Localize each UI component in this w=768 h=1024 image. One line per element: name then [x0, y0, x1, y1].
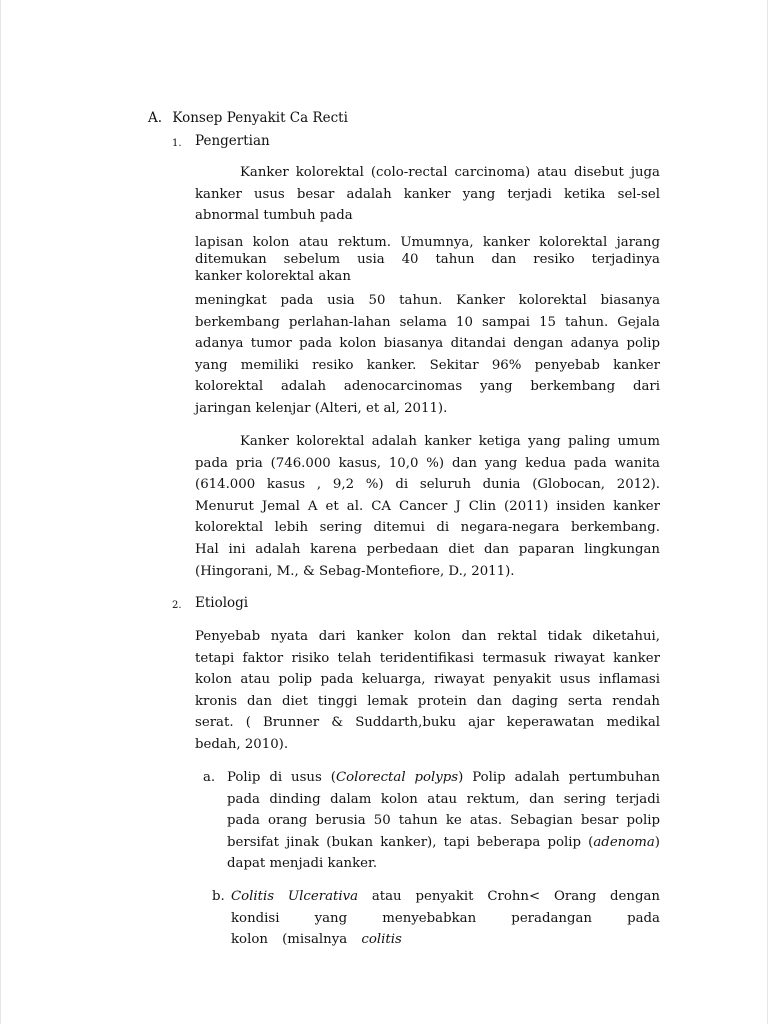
paragraph-risk — [195, 290, 660, 420]
text-line: kolorektal lebih sering ditemui di negara-negara berkembang. — [195, 520, 660, 536]
text-line: pada dinding dalam kolon atau rektum, dan sering terjadi — [227, 791, 660, 807]
section-heading — [148, 110, 348, 126]
text-line: meningkat pada usia 50 tahun. Kanker kolorektal biasanya — [195, 293, 660, 308]
text-line: kanker usus besar adalah kanker yang terjadi ketika sel-sel — [195, 186, 660, 202]
text-line: Kanker kolorektal adalah kanker ketiga yang paling umum — [240, 434, 660, 449]
subheading-number: 1. — [172, 138, 182, 149]
list-item-polyps — [227, 767, 660, 875]
text-line: jaringan kelenjar (Alteri, et al, 2011). — [195, 400, 448, 416]
text-line: Penyebab nyata dari kanker kolon dan rektal tidak diketahui, — [195, 629, 660, 644]
text-line: ditemukan sebelum usia 40 tahun dan resiko terjadinya — [195, 252, 660, 267]
text-line: Polip di usus (Colorectal polyps) Polip adalah pertumbuhan — [227, 770, 661, 785]
section-title: Konsep Penyakit Ca Recti — [172, 110, 348, 126]
subheading-pengertian: Pengertian — [195, 133, 270, 149]
text-line: dapat menjadi kanker. — [227, 856, 378, 872]
text-line: kronis dan diet tinggi lemak protein dan daging serta rendah — [195, 693, 660, 709]
text-line: bedah, 2010). — [195, 736, 289, 752]
text-line: Kanker kolorektal (colo-rectal carcinoma) atau disebut juga — [240, 165, 660, 180]
text-line: kolon atau polip pada keluarga, riwayat penyakit usus inflamasi — [195, 672, 660, 688]
list-marker-a: a. — [203, 770, 216, 785]
text-line: kolon (misalnya colitis — [231, 932, 402, 948]
subheading-etiologi: Etiologi — [195, 595, 249, 611]
text-line: kondisi yang menyebabkan peradangan pada — [231, 910, 660, 926]
text-line: abnormal tumbuh pada — [195, 208, 353, 224]
text-line: kanker kolorektal akan — [195, 269, 351, 284]
paragraph-etiology — [195, 626, 660, 756]
text-line: (Hingorani, M., & Sebag-Montefiore, D., 2011). — [195, 563, 515, 579]
text-line: Menurut Jemal A et al. CA Cancer J Clin (2011) insiden kanker — [195, 498, 660, 514]
paragraph-epidemiology — [195, 431, 660, 582]
text-line: tetapi faktor risiko telah teridentifikasi termasuk riwayat kanker — [195, 650, 660, 666]
text-line: kolorektal adalah adenocarcinomas yang berkembang dari — [195, 379, 660, 395]
text-line: lapisan kolon atau rektum. Umumnya, kanker kolorektal jarang — [195, 235, 660, 250]
text-line: Hal ini adalah karena perbedaan diet dan paparan lingkungan — [195, 541, 660, 557]
section-letter: A. — [148, 110, 163, 126]
subheading-number: 2. — [172, 600, 182, 611]
text-line: adanya tumor pada kolon biasanya ditandai dengan adanya polip — [195, 336, 660, 352]
text-line: berkembang perlahan-lahan selama 10 sampai 15 tahun. Gejala — [195, 314, 660, 330]
list-item-colitis — [231, 886, 660, 951]
text-line: pada orang berusia 50 tahun ke atas. Sebagian besar polip — [227, 813, 660, 829]
text-line: Colitis Ulcerativa atau penyakit Crohn< Orang dengan — [231, 889, 660, 904]
list-marker-b: b. — [212, 889, 225, 904]
text-line: serat. ( Brunner & Suddarth,buku ajar keperawatan medikal — [195, 715, 660, 731]
text-line: pada pria (746.000 kasus, 10,0 %) dan yang kedua pada wanita — [195, 455, 660, 471]
text-line: (614.000 kasus , 9,2 %) di seluruh dunia (Globocan, 2012). — [195, 477, 660, 493]
text-line: yang memiliki resiko kanker. Sekitar 96% penyebab kanker — [195, 357, 660, 373]
paragraph-continuation — [195, 234, 660, 285]
text-line: bersifat jinak (bukan kanker), tapi beberapa polip (adenoma) — [227, 834, 660, 850]
paragraph-definition — [195, 162, 660, 227]
